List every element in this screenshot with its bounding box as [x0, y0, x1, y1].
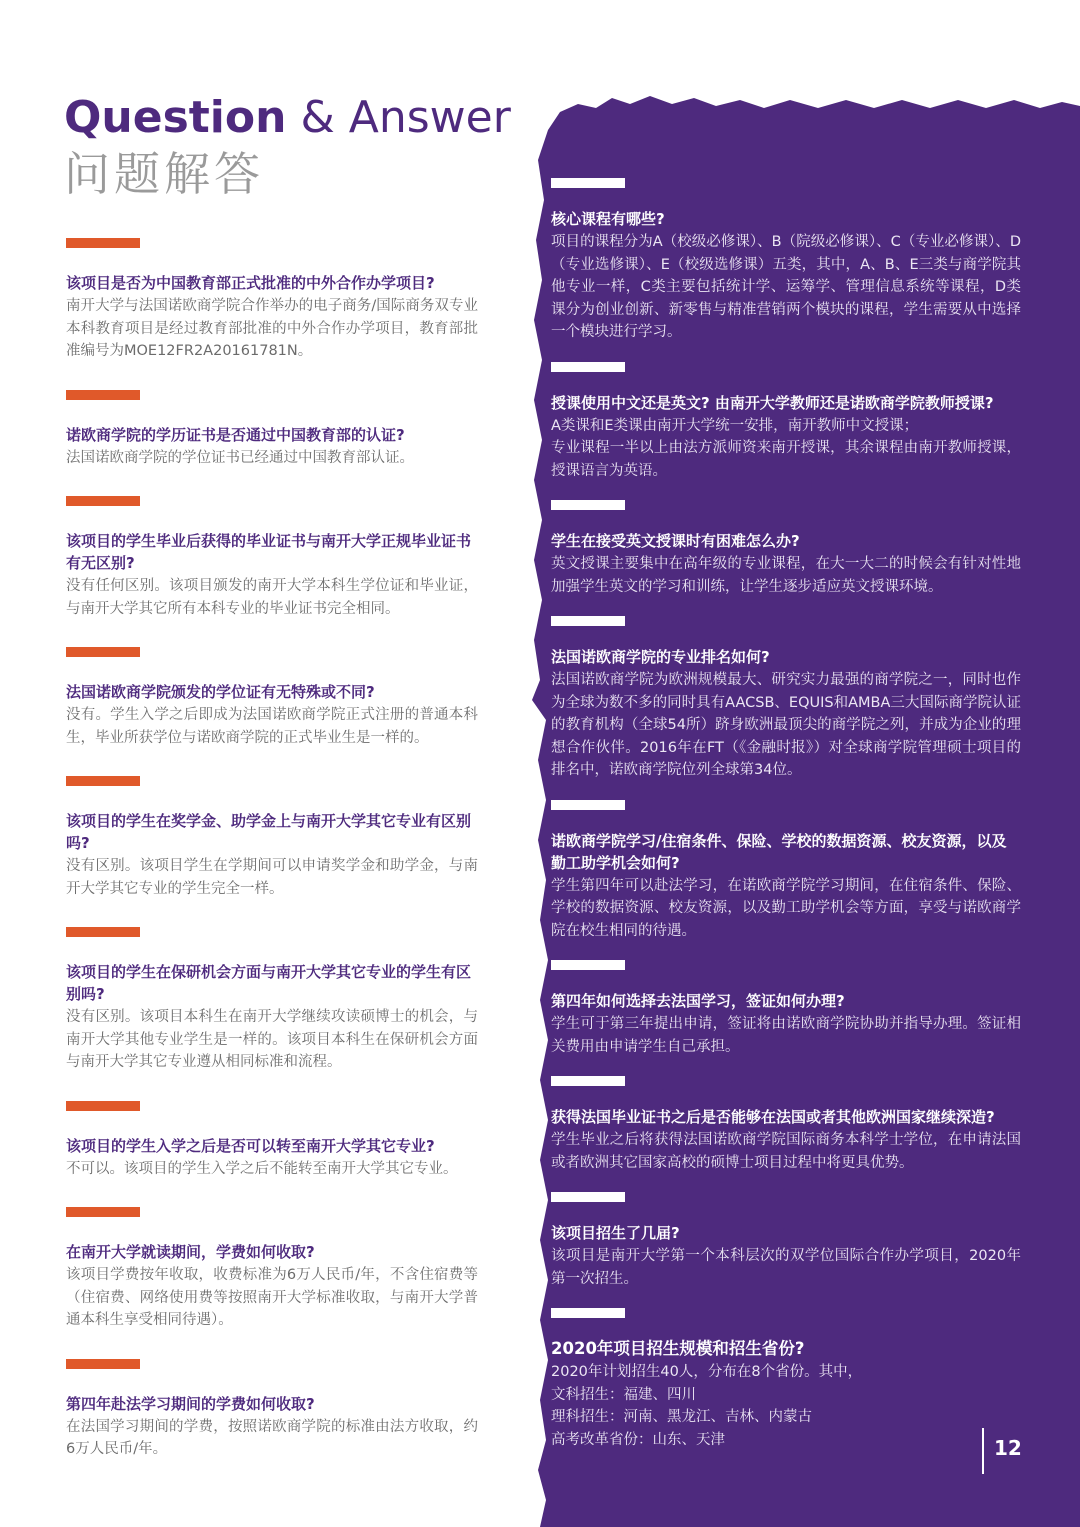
white-divider: [551, 1076, 625, 1086]
answer-text: 法国诺欧商学院为欧洲规模最大、研究实力最强的商学院之一，同时也作为全球为数不多的同时具有AACSB、EQUIS和AMBA三大国际商学院认证的教育机构（全球54所）跻身欧洲最顶尖的商学院之列，并成为企业的理想合作伙伴。2016年在FT（《金融时报》）对全球商学院管理硕士项目的排名中，诺欧商学院位列全球第34位。: [551, 672, 1021, 778]
question-text: 法国诺欧商学院颁发的学位证有无特殊或不同?: [66, 683, 375, 701]
answer-text: 没有任何区别。该项目颁发的南开大学本科生学位证和毕业证，与南开大学其它所有本科专业的毕业证书完全相同。: [66, 578, 478, 617]
page-number: 12: [982, 1428, 1022, 1474]
answer-text: 项目的课程分为A（校级必修课）、B（院级必修课）、C（专业必修课）、D（专业选修课）、E（校级选修课）五类，其中，A、B、E三类与商学院其他专业一样，C类主要包括统计学、运筹学、管理信息系统等课程，D类课分为创业创新、新零售与精准营销两个模块的课程，学生需要从中选择一个模块进行学习。: [551, 234, 1021, 340]
qa-item: [551, 1308, 1021, 1451]
question-text: 第四年赴法学习期间的学费如何收取?: [66, 1394, 315, 1413]
answer-text: 高考改革省份：山东、天津: [551, 1431, 725, 1448]
qa-item: [551, 1076, 1021, 1174]
answer-text: 在法国学习期间的学费，按照诺欧商学院的标准由法方收取，约6万人民币/年。: [66, 1418, 478, 1457]
qa-item: [551, 800, 1021, 943]
question-text: 核心课程有哪些?: [551, 210, 665, 228]
question-text: 该项目是否为中国教育部正式批准的中外合作办学项目?: [66, 274, 435, 292]
qa-item: [551, 178, 1021, 344]
question-text: 法国诺欧商学院的专业排名如何?: [551, 648, 770, 666]
question-text: 该项目的学生在保研机会方面与南开大学其它专业的学生有区别吗?: [66, 963, 472, 1003]
answer-text: 2020年计划招生40人，分布在8个省份。其中，: [551, 1364, 863, 1380]
question-text: 2020年项目招生规模和招生省份?: [551, 1339, 805, 1358]
question-text: 学生在接受英文授课时有困难怎么办?: [551, 532, 800, 550]
question-text: 诺欧商学院的学历证书是否通过中国教育部的认证?: [66, 425, 405, 444]
question-text: 该项目的学生在奖学金、助学金上与南开大学其它专业有区别吗?: [66, 812, 472, 852]
answer-text: 没有区别。该项目学生在学期间可以申请奖学金和助学金，与南开大学其它专业的学生完全一样。: [66, 858, 478, 897]
answer-text: 该项目学费按年收取，收费标准为6万人民币/年，不含住宿费等（住宿费、网络使用费等按照南开大学标准收取，与南开大学普通本科生享受相同待遇）。: [66, 1267, 478, 1328]
qa-item: [551, 362, 1021, 483]
white-divider: [551, 1308, 625, 1318]
answer-text: 专业课程一半以上由法方派师资来南开授课，其余课程由南开教师授课，授课语言为英语。: [551, 440, 1021, 479]
white-divider: [551, 616, 625, 626]
heading-question: Question: [64, 92, 287, 143]
answer-text: 学生可于第三年提出申请，签证将由诺欧商学院协助并指导办理。签证相关费用由申请学生自己承担。: [551, 1016, 1021, 1055]
white-divider: [551, 362, 625, 372]
qa-item: [551, 616, 1021, 782]
question-text: 授课使用中文还是英文? 由南开大学教师还是诺欧商学院教师授课?: [551, 393, 994, 412]
answer-text: 没有。学生入学之后即成为法国诺欧商学院正式注册的普通本科生，毕业所获学位与诺欧商学院的正式毕业生是一样的。: [66, 707, 478, 746]
white-divider: [551, 178, 625, 188]
white-divider: [551, 1192, 625, 1202]
white-divider: [551, 500, 625, 510]
answer-text: 学生毕业之后将获得法国诺欧商学院国际商务本科学士学位，在申请法国或者欧洲其它国家高校的硕博士项目过程中将更具优势。: [551, 1132, 1021, 1171]
answer-text: 法国诺欧商学院的学位证书已经通过中国教育部认证。: [66, 449, 414, 466]
answer-text: 该项目是南开大学第一个本科层次的双学位国际合作办学项目，2020年第一次招生。: [551, 1248, 1021, 1287]
qa-item: [551, 1192, 1021, 1290]
heading-chinese: 问题解答: [64, 147, 264, 201]
question-text: 该项目招生了几届?: [551, 1224, 680, 1242]
question-text: 该项目的学生入学之后是否可以转至南开大学其它专业?: [66, 1136, 435, 1155]
answer-text: 没有区别。该项目本科生在南开大学继续攻读硕博士的机会，与南开大学其他专业学生是一样的。该项目本科生在保研机会方面与南开大学其它专业遵从相同标准和流程。: [66, 1009, 478, 1070]
question-text: 该项目的学生毕业后获得的毕业证书与南开大学正规毕业证书有无区别?: [66, 532, 472, 572]
answer-text: 不可以。该项目的学生入学之后不能转至南开大学其它专业。: [66, 1160, 458, 1177]
right-qa-column: [551, 178, 1021, 1469]
question-text: 诺欧商学院学习/住宿条件、保险、学校的数据资源、校友资源，以及勤工助学机会如何?: [551, 831, 1007, 872]
qa-item: [551, 960, 1021, 1058]
qa-item: [551, 500, 1021, 598]
answer-text: 文科招生：福建、四川: [551, 1386, 696, 1403]
answer-text: 南开大学与法国诺欧商学院合作举办的电子商务/国际商务双专业本科教育项目是经过教育部批准的中外合作办学项目，教育部批准编号为MOE12FR2A20161781N。: [66, 298, 478, 359]
heading-answer: & Answer: [300, 92, 511, 143]
question-text: 在南开大学就读期间，学费如何收取?: [66, 1243, 315, 1261]
answer-text: 理科招生：河南、黑龙江、吉林、内蒙古: [551, 1409, 812, 1425]
answer-text: 学生第四年可以赴法学习，在诺欧商学院学习期间，在住宿条件、保险、学校的数据资源、校友资源，以及勤工助学机会等方面，享受与诺欧商学院在校生相同的待遇。: [551, 877, 1021, 939]
answer-text: 英文授课主要集中在高年级的专业课程，在大一大二的时候会有针对性地加强学生英文的学习和训练，让学生逐步适应英文授课环境。: [551, 556, 1021, 595]
white-divider: [551, 960, 625, 970]
question-text: 获得法国毕业证书之后是否能够在法国或者其他欧洲国家继续深造?: [551, 1108, 995, 1126]
answer-text: A类课和E类课由南开大学统一安排，南开教师中文授课；: [551, 417, 919, 434]
question-text: 第四年如何选择去法国学习，签证如何办理?: [551, 992, 845, 1010]
white-divider: [551, 800, 625, 810]
